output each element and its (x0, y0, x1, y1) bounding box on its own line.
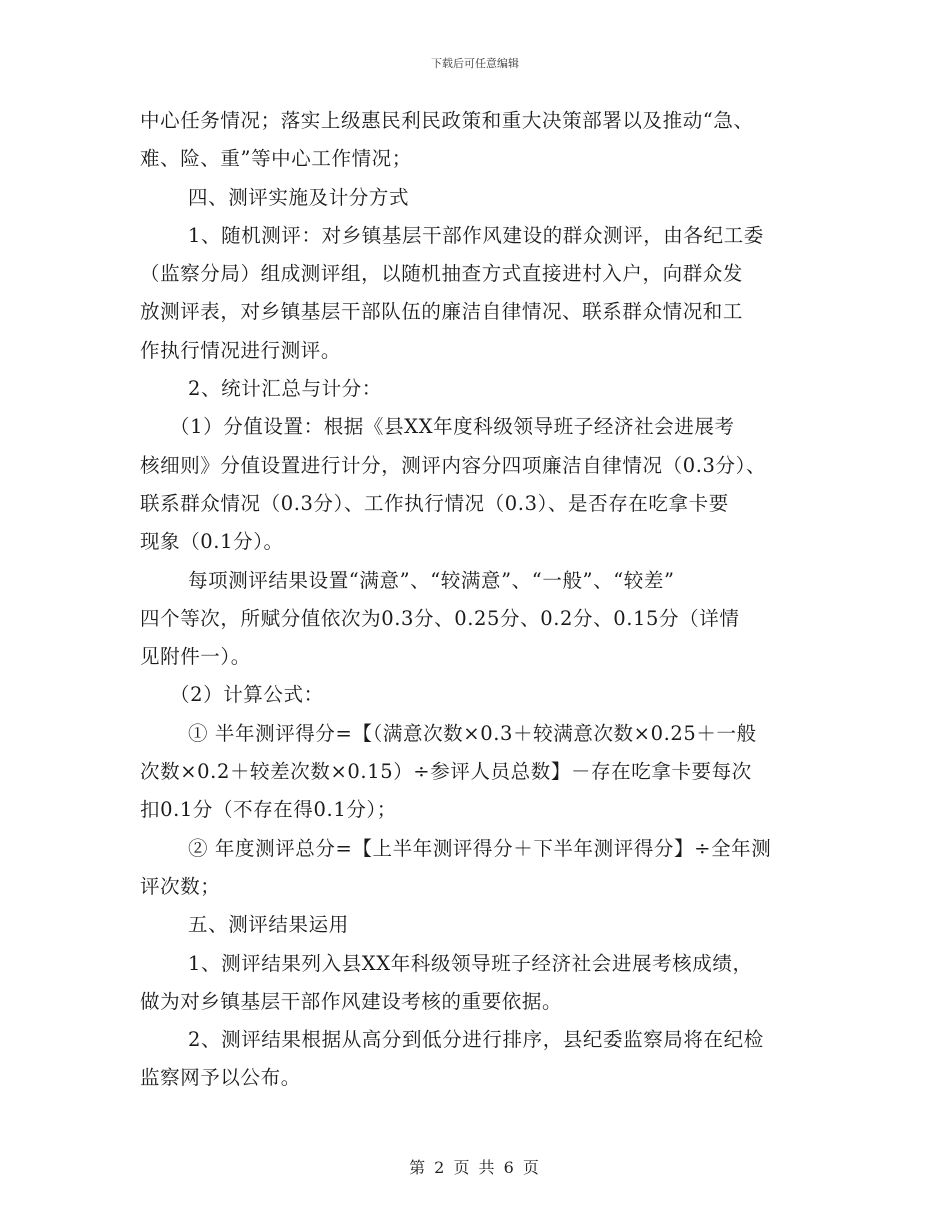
paragraph-line: 每项测评结果设置“满意”、“较满意”、“一般”、“较差” (188, 568, 675, 592)
section-heading: 五、测评结果运用 (188, 913, 349, 937)
formula-line: ② 年度测评总分=【上半年测评得分＋下半年测评得分】÷全年测 (188, 836, 772, 860)
paragraph-line: （监察分局）组成测评组，以随机抽查方式直接进村入户，向群众发 (140, 262, 744, 286)
formula-line: 扣0.1分（不存在得0.1分）； (140, 798, 397, 822)
paragraph-line: 1、测评结果列入县XX年科级领导班子经济社会进展考核成绩， (188, 951, 753, 975)
formula-line: 次数×0.2＋较差次数×0.15）÷参评人员总数】－存在吃拿卡要每次 (140, 760, 752, 784)
formula-line: ① 半年测评得分=【（满意次数×0.3＋较满意次数×0.25＋一般 (188, 721, 757, 745)
paragraph-line: 放测评表，对乡镇基层干部队伍的廉洁自律情况、联系群众情况和工 (140, 300, 744, 324)
page-header-note: 下载后可任意编辑 (431, 57, 519, 70)
page-number-footer: 第 2 页 共 6 页 (409, 1158, 541, 1177)
section-heading: 四、测评实施及计分方式 (188, 185, 410, 209)
formula-line: 评次数； (140, 874, 221, 898)
paragraph-line: 难、险、重”等中心工作情况； (140, 147, 412, 171)
paragraph-line: 2、测评结果根据从高分到低分进行排序，县纪委监察局将在纪检 (188, 1028, 764, 1052)
paragraph-line: 监察网予以公布。 (140, 1066, 301, 1090)
paragraph-line: 做为对乡镇基层干部作风建设考核的重要依据。 (140, 989, 563, 1013)
paragraph-line: 核细则》分值设置进行计分，测评内容分四项廉洁自律情况（0.3分）、 (140, 453, 767, 477)
paragraph-line: 中心任务情况；落实上级惠民利民政策和重大决策部署以及推动“急、 (140, 109, 754, 132)
paragraph-line: 2、统计汇总与计分： (188, 377, 382, 401)
paragraph-line: （1）分值设置：根据《县XX年度科级领导班子经济社会进展考 (170, 415, 735, 439)
paragraph-line: 1、随机测评：对乡镇基层干部作风建设的群众测评，由各纪工委 (188, 223, 764, 247)
paragraph-line: 四个等次，所赋分值依次为0.3分、0.25分、0.2分、0.15分（详情 (140, 606, 740, 630)
paragraph-line: 现象（0.1分）。 (140, 530, 284, 554)
paragraph-line: 作执行情况进行测评。 (140, 338, 342, 362)
paragraph-line: 联系群众情况（0.3分）、工作执行情况（0.3）、是否存在吃拿卡要 (140, 491, 729, 515)
paragraph-line: （2）计算公式： (170, 683, 324, 707)
paragraph-line: 见附件一）。 (140, 645, 251, 669)
document-body (140, 102, 820, 1098)
